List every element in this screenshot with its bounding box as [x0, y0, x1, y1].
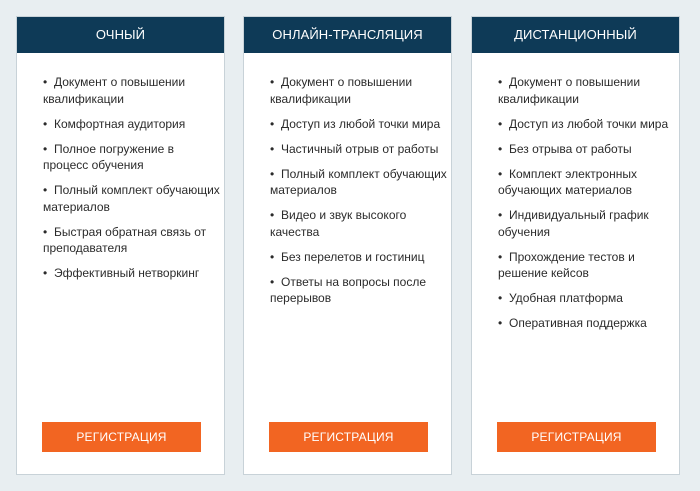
feature-item: • Эффективный нетворкинг [43, 266, 200, 280]
bullet-icon: • [43, 75, 48, 89]
bullet-icon: • [43, 224, 48, 239]
bullet-icon: • [498, 141, 503, 156]
feature-list [498, 74, 676, 340]
feature-item: • Прохождение тестов и решение кейсов [498, 249, 635, 280]
feature-item: • Документ о повышении квалификации [270, 75, 413, 106]
bullet-icon: • [498, 166, 503, 181]
register-button[interactable]: РЕГИСТРАЦИЯ [42, 422, 201, 452]
bullet-icon: • [498, 249, 503, 264]
feature-item: • Документ о повышении квалификации [498, 75, 641, 106]
register-button[interactable]: РЕГИСТРАЦИЯ [269, 422, 428, 452]
bullet-icon: • [270, 249, 275, 264]
bullet-icon: • [498, 291, 503, 305]
feature-item: • Документ о повышении квалификации [43, 75, 186, 106]
feature-item: • Полный комплект обучающих материалов [270, 166, 447, 197]
bullet-icon: • [270, 208, 275, 222]
plan-title: ОНЛАЙН-ТРАНСЛЯЦИЯ [244, 17, 451, 53]
bullet-icon: • [43, 141, 48, 156]
bullet-icon: • [498, 116, 503, 131]
bullet-icon: • [498, 208, 503, 222]
feature-item: • Ответы на вопросы после перерывов [270, 274, 427, 305]
feature-list [43, 74, 221, 290]
bullet-icon: • [43, 266, 48, 280]
feature-item: • Комфортная аудитория [43, 116, 186, 131]
plan-title: ДИСТАНЦИОННЫЙ [472, 17, 679, 53]
feature-item: • Доступ из любой точки мира [270, 116, 441, 131]
plan-card-distance [471, 16, 680, 475]
feature-item: • Доступ из любой точки мира [498, 116, 669, 131]
feature-item: • Удобная платформа [498, 291, 623, 305]
bullet-icon: • [498, 75, 503, 89]
register-button[interactable]: РЕГИСТРАЦИЯ [497, 422, 656, 452]
feature-item: • Без перелетов и гостиниц [270, 249, 425, 264]
plan-title: ОЧНЫЙ [17, 17, 224, 53]
feature-item: • Видео и звук высокого качества [270, 208, 407, 239]
feature-item: • Без отрыва от работы [498, 141, 632, 156]
bullet-icon: • [43, 116, 48, 131]
feature-item: • Частичный отрыв от работы [270, 141, 439, 156]
feature-list [270, 74, 448, 315]
feature-item: • Индивидуальный график обучения [498, 208, 649, 239]
bullet-icon: • [498, 316, 503, 330]
feature-item: • Оперативная поддержка [498, 316, 647, 330]
feature-item: • Полное погружение в процесс обучения [43, 141, 174, 172]
feature-item: • Быстрая обратная связь от преподавателя [43, 224, 207, 255]
bullet-icon: • [270, 274, 275, 289]
bullet-icon: • [270, 166, 275, 181]
bullet-icon: • [270, 141, 275, 156]
bullet-icon: • [43, 183, 48, 197]
feature-item: • Полный комплект обучающих материалов [43, 183, 220, 214]
plan-card-ochny [16, 16, 225, 475]
bullet-icon: • [270, 116, 275, 131]
feature-item: • Комплект электронных обучающих материалов [498, 166, 637, 197]
plan-card-online [243, 16, 452, 475]
bullet-icon: • [270, 75, 275, 89]
